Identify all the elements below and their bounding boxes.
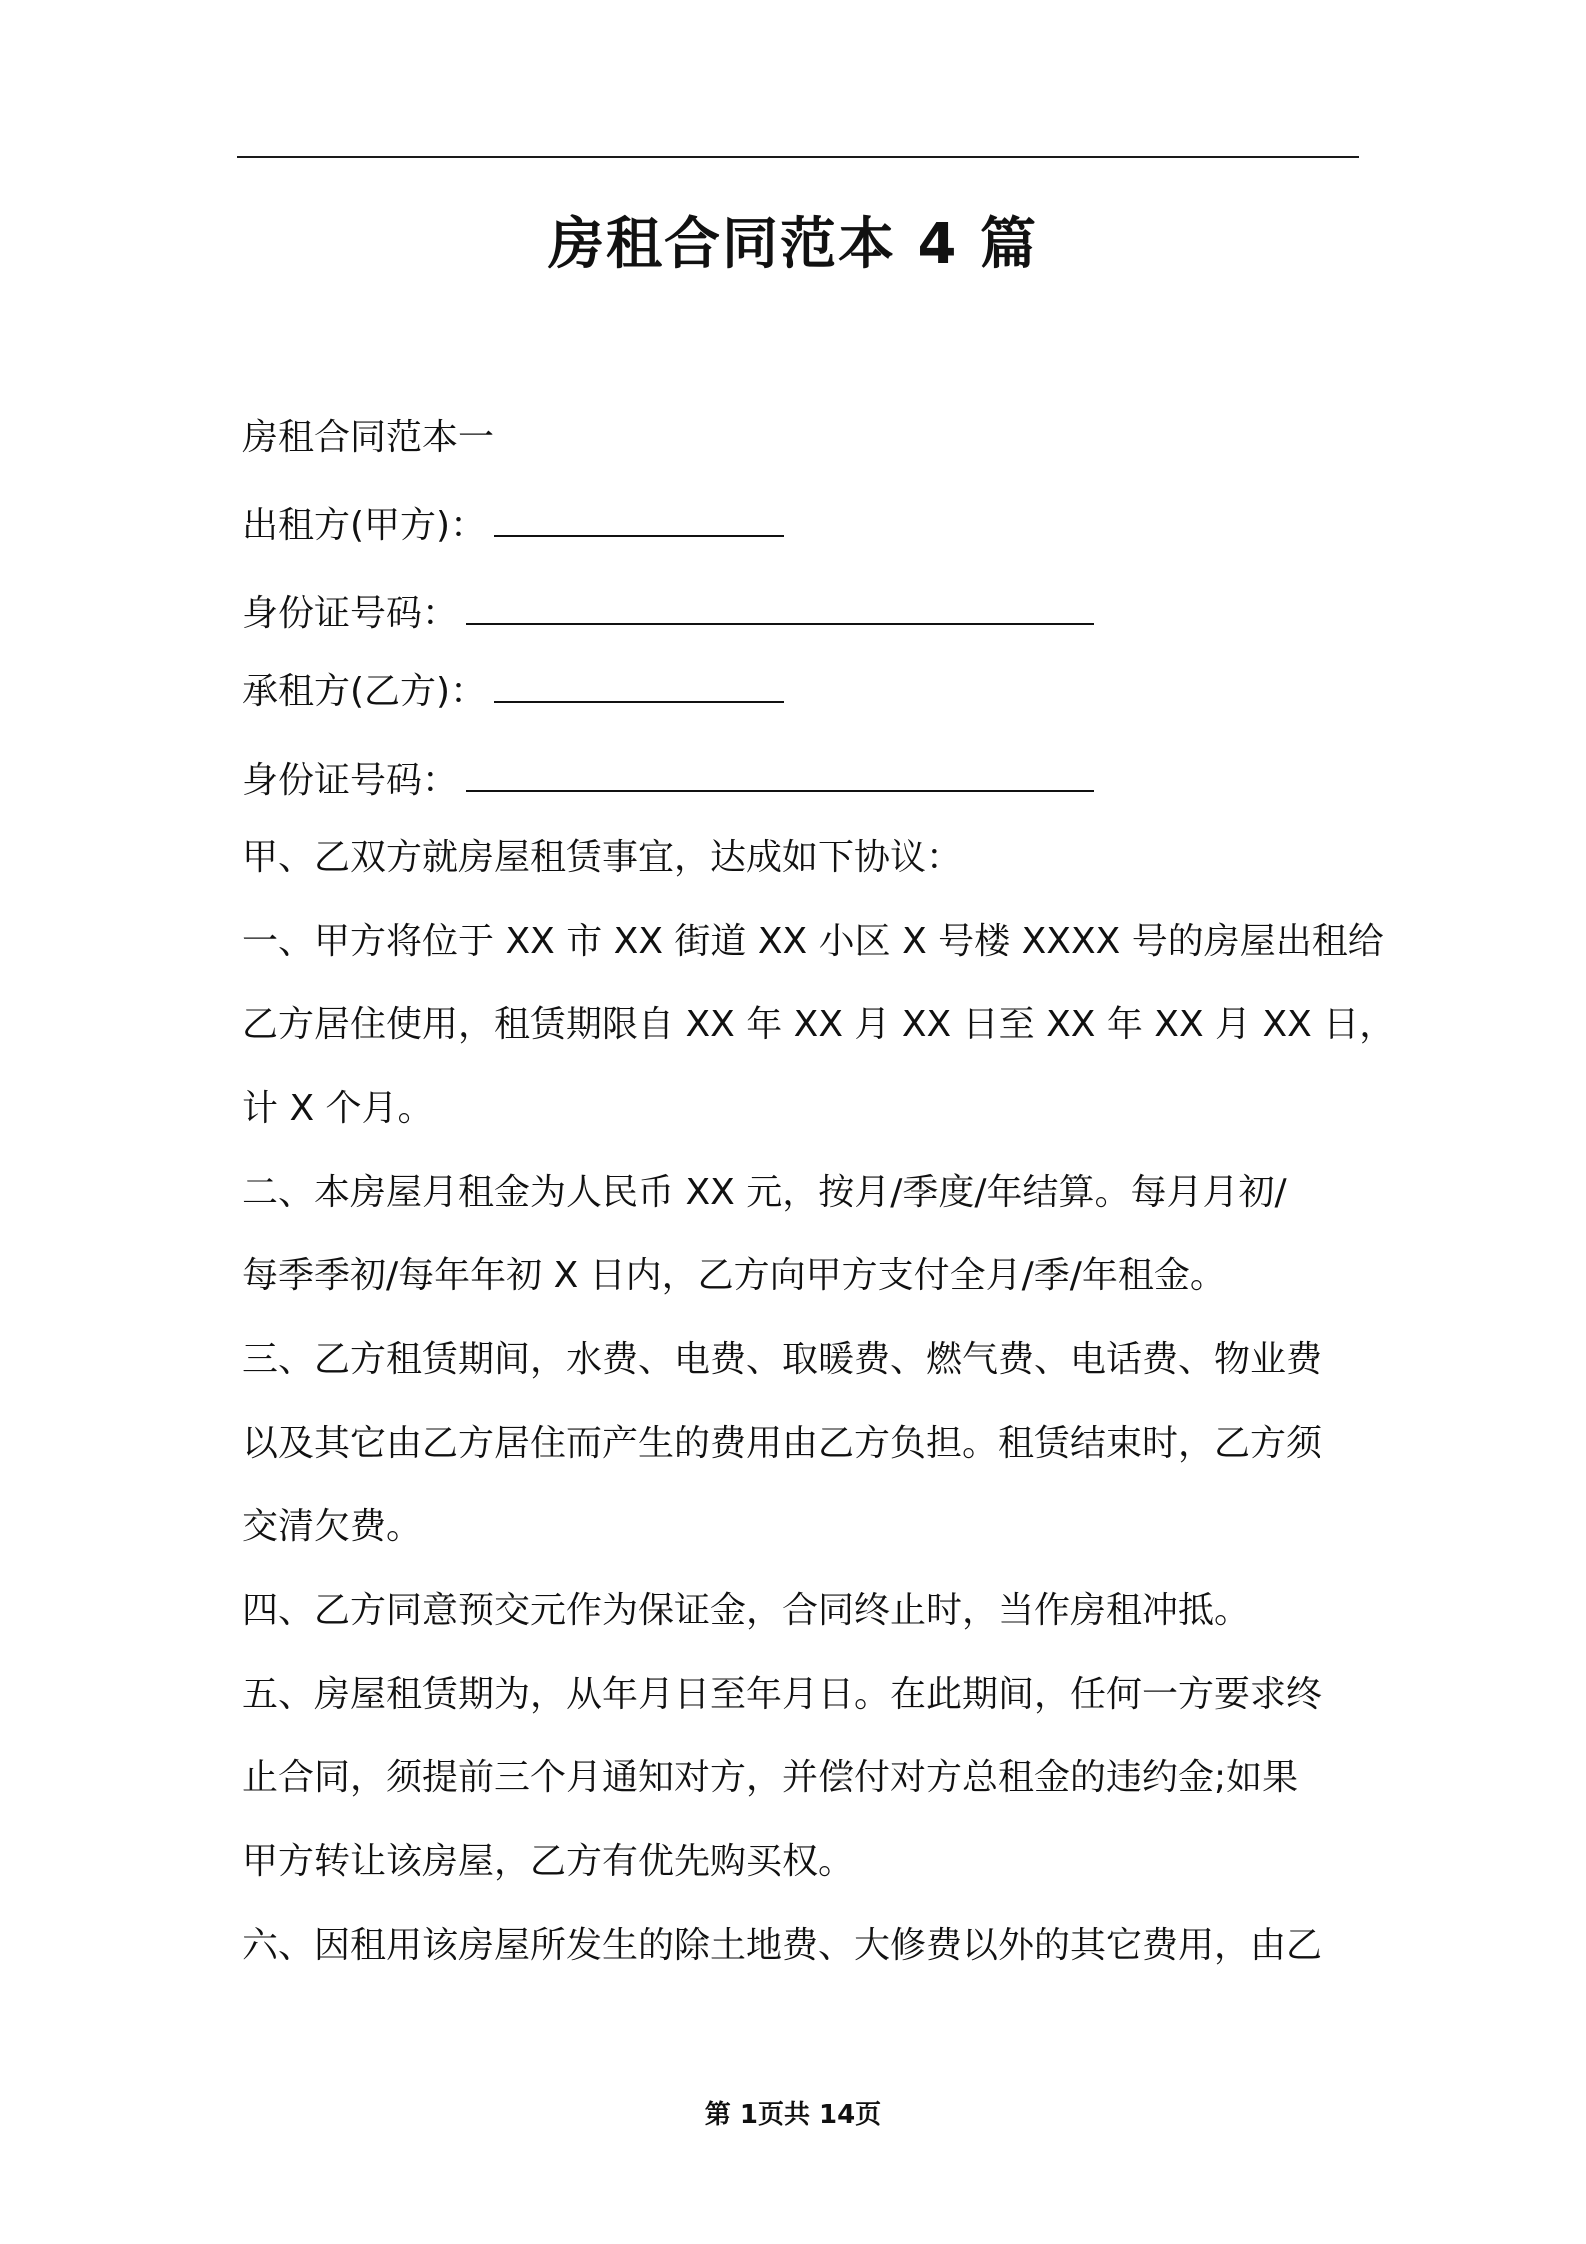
paragraph-line: 甲方转让该房屋，乙方有优先购买权。 <box>242 1841 855 1882</box>
lessee-blank <box>494 663 784 703</box>
lessor-id-blank <box>466 585 1094 625</box>
lessee-label: 承租方(乙方)： <box>242 671 487 712</box>
paragraph-line: 甲、乙双方就房屋租赁事宜，达成如下协议： <box>242 837 963 878</box>
lessor-id-label: 身份证号码： <box>242 593 459 634</box>
lessee-id-label: 身份证号码： <box>242 760 459 801</box>
paragraph-line: 每季季初/每年年初 X 日内，乙方向甲方支付全月/季/年租金。 <box>242 1255 1226 1296</box>
paragraph-line: 以及其它由乙方居住而产生的费用由乙方负担。租赁结束时，乙方须 <box>242 1423 1323 1464</box>
paragraph-line: 计 X 个月。 <box>242 1088 434 1129</box>
lessee-field <box>242 663 1357 717</box>
paragraph-line: 一、甲方将位于 XX 市 XX 街道 XX 小区 X 号楼 XXXX 号的房屋出租给 <box>242 921 1384 962</box>
page-footer: 第 1页共 14页 <box>704 2100 882 2130</box>
document-title: 房租合同范本 4 篇 <box>548 212 1038 277</box>
lessee-id-field <box>242 752 1357 806</box>
lessor-label: 出租方(甲方)： <box>242 505 487 546</box>
lessor-field <box>242 497 1357 551</box>
lessee-id-blank <box>466 752 1094 792</box>
header-rule <box>237 156 1359 158</box>
lessor-blank <box>494 497 784 537</box>
paragraph-line: 三、乙方租赁期间，水费、电费、取暖费、燃气费、电话费、物业费 <box>242 1339 1323 1380</box>
paragraph-line: 乙方居住使用，租赁期限自 XX 年 XX 月 XX 日至 XX 年 XX 月 XX 日， <box>242 1004 1396 1045</box>
paragraph-line: 二、本房屋月租金为人民币 XX 元，按月/季度/年结算。每月月初/ <box>242 1172 1287 1213</box>
paragraph-line: 交清欠费。 <box>242 1506 423 1547</box>
paragraph-line: 六、因租用该房屋所发生的除土地费、大修费以外的其它费用，由乙 <box>242 1925 1323 1966</box>
lessor-id-field <box>242 585 1357 639</box>
section-heading: 房租合同范本一 <box>242 417 495 458</box>
paragraph-line: 止合同，须提前三个月通知对方，并偿付对方总租金的违约金;如果 <box>242 1757 1299 1798</box>
paragraph-line: 四、乙方同意预交元作为保证金，合同终止时，当作房租冲抵。 <box>242 1590 1251 1631</box>
paragraph-line: 五、房屋租赁期为，从年月日至年月日。在此期间，任何一方要求终 <box>242 1674 1323 1715</box>
